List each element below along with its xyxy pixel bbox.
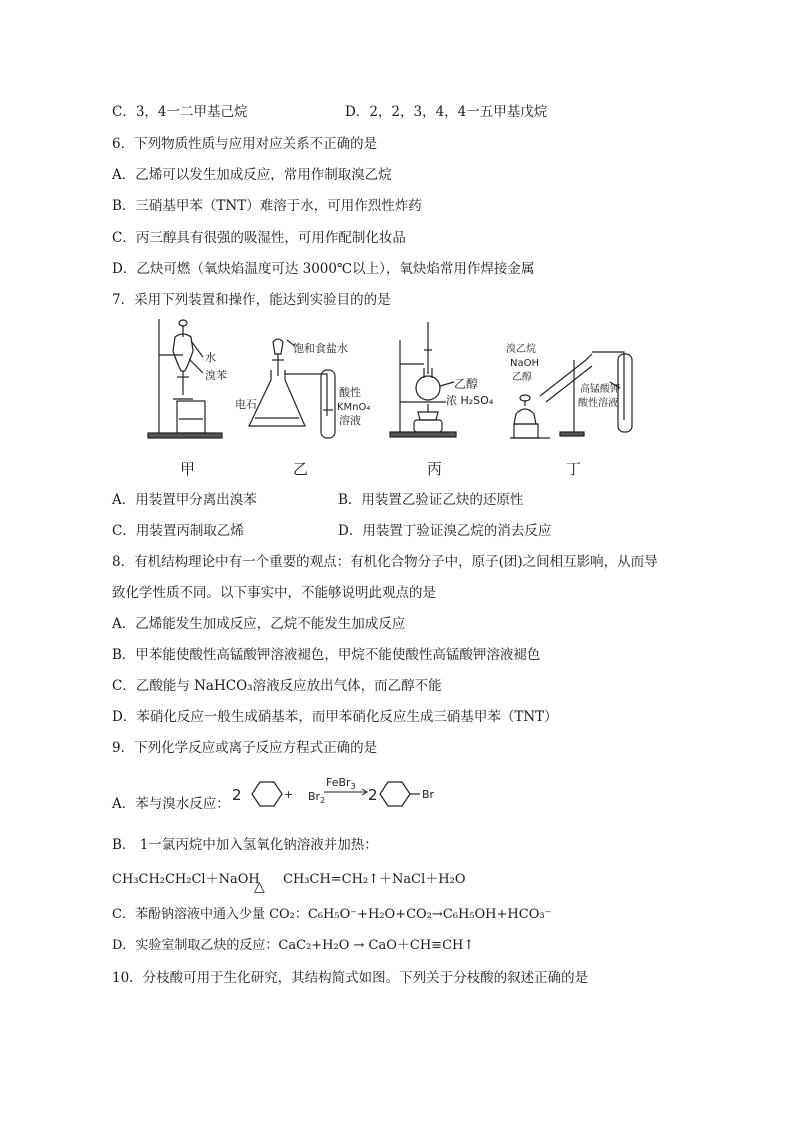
q8-option-d: D．苯硝化反应一般生成硝基苯，而甲苯硝化反应生成三硝基甲苯（TNT） — [112, 709, 558, 725]
eq-a-plus: + — [284, 788, 294, 801]
q6-option-d: D．乙炔可燃（氧炔焰温度可达 3000℃以上），氧炔焰常用作焊接金属 — [112, 261, 535, 277]
apparatus-jia-figure — [145, 315, 235, 440]
yi-label-kmno4: KMnO₄ — [337, 402, 371, 413]
apparatus-bing-figure — [388, 320, 508, 440]
q6-option-c: C．丙三醇具有很强的吸湿性，可用作配制化妆品 — [112, 230, 406, 246]
q8-option-c: C．乙酸能与 NaHCO₃溶液反应放出气体，而乙醇不能 — [112, 678, 442, 694]
q7-stem: 7．采用下列装置和操作，能达到实验目的的是 — [112, 292, 391, 308]
q7-option-c: C．用装置丙制取乙烯 — [112, 523, 244, 539]
eq-a-product-br: Br — [422, 788, 435, 801]
ding-label-ethanol: 乙醇 — [512, 372, 532, 383]
q6-option-a: A．乙烯可以发生加成反应，常用作制取溴乙烷 — [112, 167, 392, 183]
apparatus-yi-label: 乙 — [293, 460, 309, 478]
jia-label-bromobenzene: 溴苯 — [205, 369, 227, 382]
q9-option-b-heat-condition: △ — [254, 879, 265, 895]
q9-option-b-equation-left: CH₃CH₂CH₂Cl＋NaOH — [112, 872, 260, 887]
eq-a-catalyst: FeBr$_3$ — [326, 776, 356, 791]
eq-a-coefficient-1: 2 — [232, 786, 242, 804]
q9-option-b: B． 1一氯丙烷中加入氢氧化钠溶液并加热： — [112, 837, 378, 853]
q7-option-a: A．用装置甲分离出溴苯 — [112, 492, 257, 508]
apparatus-ding-label: 丁 — [566, 460, 582, 478]
ding-label-acidic-solution: 酸性溶液 — [578, 398, 618, 409]
q5-option-d: D．2，2，3，4，4一五甲基戊烷 — [345, 104, 548, 120]
q8-option-b: B．甲苯能使酸性高锰酸钾溶液褪色，甲烷不能使酸性高锰酸钾溶液褪色 — [112, 647, 541, 663]
apparatus-ding-figure — [500, 340, 640, 445]
q10-stem: 10．分枝酸可用于生化研究，其结构简式如图。下列关于分枝酸的叙述正确的是 — [112, 970, 589, 986]
yi-label-solution: 溶液 — [339, 414, 361, 427]
benzene-ring-icon — [252, 782, 282, 806]
q9-stem: 9．下列化学反应或离子反应方程式正确的是 — [112, 740, 378, 756]
q6-option-b: B．三硝基甲苯（TNT）难溶于水，可用作烈性炸药 — [112, 198, 422, 214]
bing-label-ethanol: 乙醇 — [454, 377, 479, 391]
q9-option-c: C．苯酚钠溶液中通入少量 CO₂：C₆H₅O⁻+H₂O+CO₂→C₆H₅OH+HCO₃⁻ — [112, 907, 552, 922]
eq-a-br2: $Br_2$ — [308, 790, 326, 805]
q7-option-d: D．用装置丁验证溴乙烷的消去反应 — [338, 523, 552, 539]
q9-option-d: D．实验室制取乙炔的反应：CaC₂+H₂O → CaO＋CH≡CH↑ — [112, 938, 475, 953]
q9-option-a: A．苯与溴水反应： — [112, 796, 230, 812]
eq-a-coefficient-2: 2 — [368, 786, 378, 804]
jia-label-water: 水 — [205, 351, 216, 364]
ding-label-naoh: NaOH — [510, 358, 539, 369]
bing-label-h2so4: 浓 H₂SO₄ — [446, 394, 494, 407]
yi-label-carbide: 电石 — [235, 398, 257, 411]
q9-option-a-equation — [230, 770, 450, 816]
q5-option-c: C．3，4一二甲基己烷 — [112, 104, 248, 120]
yi-label-acidic: 酸性 — [339, 386, 361, 399]
apparatus-yi-figure — [235, 330, 385, 445]
q9-option-b-equation-right: CH₃CH=CH₂↑＋NaCl＋H₂O — [283, 872, 466, 887]
ding-label-bromoethane: 溴乙烷 — [506, 344, 536, 355]
bromobenzene-ring-icon — [380, 782, 410, 806]
q8-stem-line1: 8．有机结构理论中有一个重要的观点：有机化合物分子中，原子(团)之间相互影响，从而导 — [112, 554, 658, 570]
apparatus-jia-label: 甲 — [180, 460, 196, 478]
ding-label-permanganate: 高锰酸钾 — [580, 384, 620, 395]
q6-stem: 6．下列物质性质与应用对应关系不正确的是 — [112, 136, 378, 152]
apparatus-bing-label: 丙 — [427, 460, 443, 478]
q8-stem-line2: 致化学性质不同。以下事实中，不能够说明此观点的是 — [112, 585, 436, 601]
yi-label-brine: 饱和食盐水 — [293, 342, 348, 355]
q8-option-a: A．乙烯能发生加成反应，乙烷不能发生加成反应 — [112, 616, 406, 632]
q7-option-b: B．用装置乙验证乙炔的还原性 — [338, 492, 524, 508]
